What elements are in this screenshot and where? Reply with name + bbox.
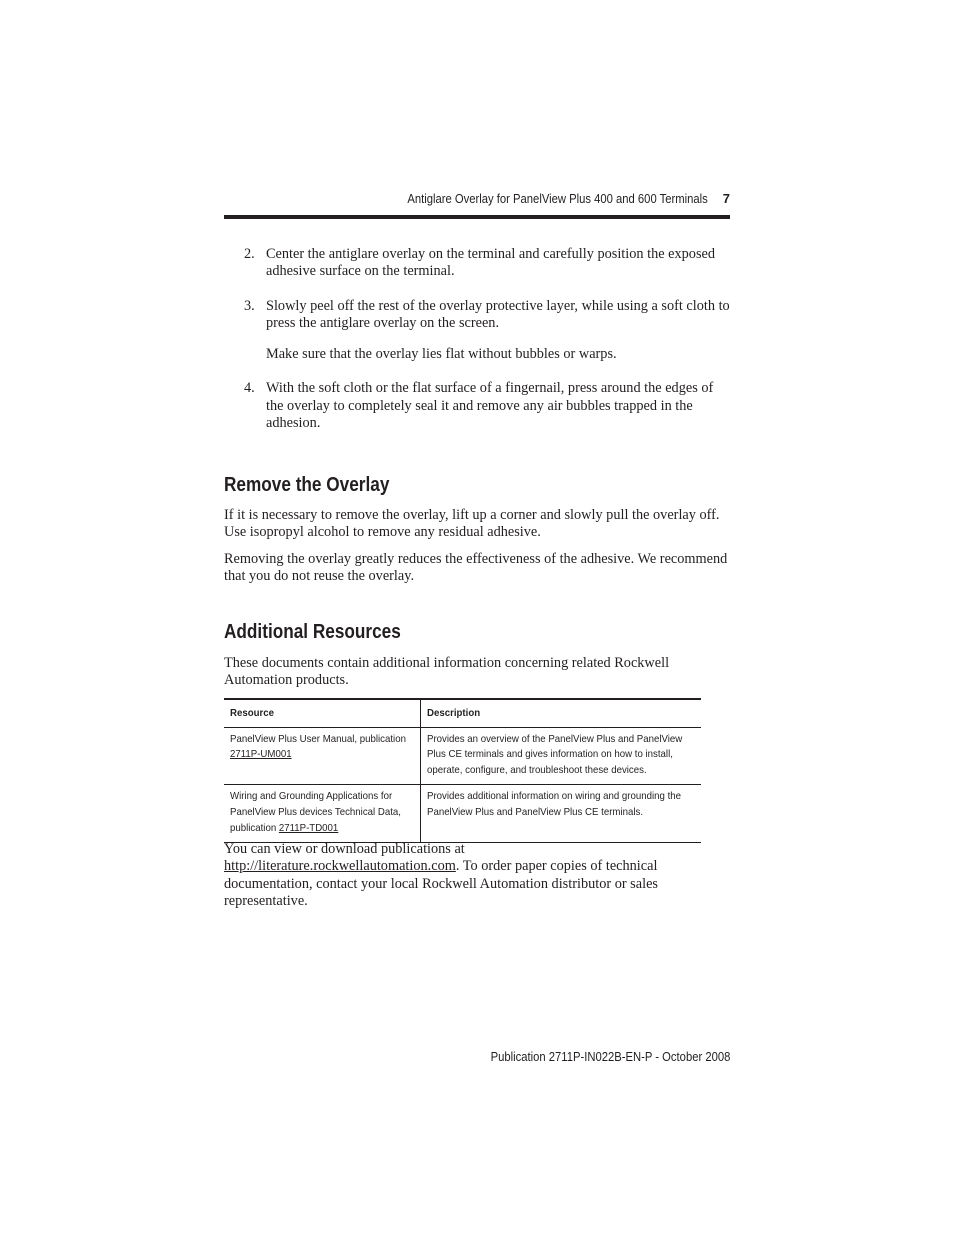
closing-paragraph: You can view or download publications at http://literature.rockwellautomation.com. To order paper copies of technical documentation, contact your local Rockwell Automation distributor or sales representative. [224, 841, 658, 909]
publication-link[interactable]: 2711P-TD001 [278, 821, 339, 834]
step-text: Center the antiglare overlay on the terminal and carefully position the exposed adhesive surface on the terminal. [266, 246, 716, 280]
resource-cell: PanelView Plus User Manual, publication 2711P-UM001 [224, 727, 421, 785]
resources-intro: These documents contain additional information concerning related Rockwell Automation products. [224, 655, 670, 689]
table-row [224, 727, 701, 785]
table-row [224, 785, 701, 843]
step-2 [224, 246, 730, 281]
step-number: 2. [244, 246, 255, 262]
table-header-row [224, 699, 701, 727]
remove-overlay-paragraph-2: Removing the overlay greatly reduces the effectiveness of the adhesive. We recommend that you do not reuse the overlay. [224, 551, 728, 585]
column-header-resource: Resource [224, 699, 421, 727]
step-text: Slowly peel off the rest of the overlay protective layer, while using a soft cloth to press the antiglare overlay on the screen. [266, 297, 730, 331]
resource-cell: Wiring and Grounding Applications for PanelView Plus devices Technical Data, publication 2711P-TD001 [224, 785, 421, 843]
procedure-steps [224, 246, 730, 449]
description-cell: Provides an overview of the PanelView Plus and PanelView Plus CE terminals and gives information on how to install, operate, configure, and troubleshoot these devices. [421, 727, 702, 785]
header-rule [224, 215, 730, 219]
step-number: 4. [244, 380, 255, 397]
column-header-description: Description [421, 699, 702, 727]
remove-overlay-heading: Remove the Overlay [224, 474, 390, 496]
step-3 [224, 298, 730, 333]
step-4 [224, 380, 730, 432]
step-3-note: Make sure that the overlay lies flat without bubbles or warps. [266, 346, 617, 363]
literature-website-link[interactable]: http://literature.rockwellautomation.com [224, 858, 456, 875]
running-header-title: Antiglare Overlay for PanelView Plus 400 and 600 Terminals [407, 192, 708, 206]
page-header [224, 190, 730, 208]
publication-link[interactable]: 2711P-UM001 [230, 748, 292, 761]
step-number: 3. [244, 297, 255, 314]
publication-footer: Publication 2711P-IN022B-EN-P - October 2008 [490, 1050, 730, 1064]
description-cell: Provides additional information on wiring and grounding the PanelView Plus and PanelView Plus CE terminals. [421, 785, 702, 843]
remove-overlay-paragraph-1: If it is necessary to remove the overlay, lift up a corner and slowly pull the overlay off. Use isopropyl alcohol to remove any residual adhesive. [224, 507, 720, 541]
resources-table [224, 698, 701, 843]
additional-resources-heading: Additional Resources [224, 621, 401, 643]
page-number: 7 [722, 191, 730, 206]
step-text: With the soft cloth or the flat surface of a fingernail, press around the edges of the overlay to completely seal it and remove any air bubbles trapped in the adhesion. [266, 380, 714, 432]
